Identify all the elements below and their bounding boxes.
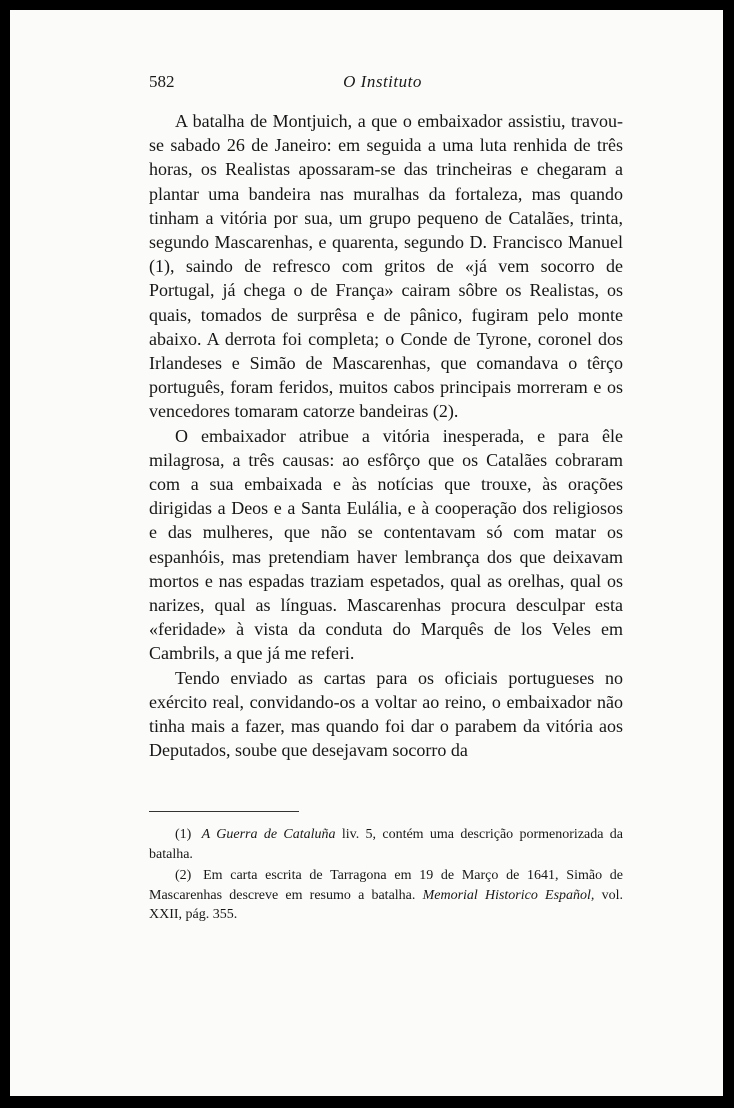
footnote-separator — [149, 811, 299, 812]
page-number: 582 — [149, 72, 175, 91]
footnote-2-text: Em carta escrita de Tarragona em 19 de Março de 1641, Simão de Mascarenhas descreve em resumo a batalha. — [149, 868, 624, 903]
paragraph-2: O embaixador atribue a vitória inesperada, e para êle milagrosa, a três causas: ao esfôrço que os Catalães cobraram com a sua embaixada e às notícias que trouxe, às orações dirigidas a Deos e a Santa Eulália, e à cooperação dos religiosos e das mulheres, que não se contentavam só com matar os espanhóis, mas pretendiam haver lembrança dos que deixavam mortos e nas espadas traziam espetados, qual as orelhas, qual os narizes, qual as línguas. Mascarenhas procura desculpar esta «feridade» à vista da conduta do Marquês de los Veles em Cambrils, a que já me referi. — [149, 425, 623, 664]
footnote-2-work: Memorial Historico Español, — [422, 887, 595, 903]
footnote-2-marker: (2) — [175, 868, 192, 883]
page-header — [10, 72, 723, 98]
footnote-1-work: A Guerra de Cataluña — [201, 827, 336, 842]
footnote-2-text-after: vol. XXII, pág. 355. — [149, 887, 624, 922]
paragraph-1: A batalha de Montjuich, a que o embaixador assistiu, travou-se sabado 26 de Janeiro: em seguida a uma luta renhida de três horas, os Realistas apossaram-se das trincheiras e chegaram a plantar uma bandeira nas muralhas da fortaleza, mas quando tinham a vitória por sua, um grupo pequeno de Catalães, trinta, segundo Mascarenhas, e quarenta, segundo D. Francisco Manuel (1), saindo de refresco com gritos de «já vem socorro de Portugal, já chega o de França» cairam sôbre os Realistas, os quais, tomados de surprêsa e de pânico, fugiram pelo monte abaixo. A derrota foi completa; o Conde de Tyrone, coronel dos Irlandeses e Simão de Mascarenhas, que comandava o têrço português, foram feridos, muitos cabos principais morreram e os vencedores tomaram catorze bandeiras (2). — [149, 111, 623, 422]
footnote-1 — [149, 825, 623, 864]
book-page — [10, 10, 723, 1096]
footnote-1-text: liv. 5, contém uma descrição pormenorizada da batalha. — [149, 827, 623, 862]
footnote-1-marker: (1) — [175, 827, 192, 842]
body-text — [149, 109, 623, 762]
paragraph-3: Tendo enviado as cartas para os oficiais portugueses no exército real, convidando-os a voltar ao reino, o embaixador não tinha mais a fazer, mas quando foi dar o parabem da vitória aos Deputados, soube que desejavam socorro da — [149, 667, 623, 761]
footnote-2 — [149, 866, 623, 925]
footnotes — [149, 825, 623, 925]
running-title: O Instituto — [343, 72, 422, 91]
